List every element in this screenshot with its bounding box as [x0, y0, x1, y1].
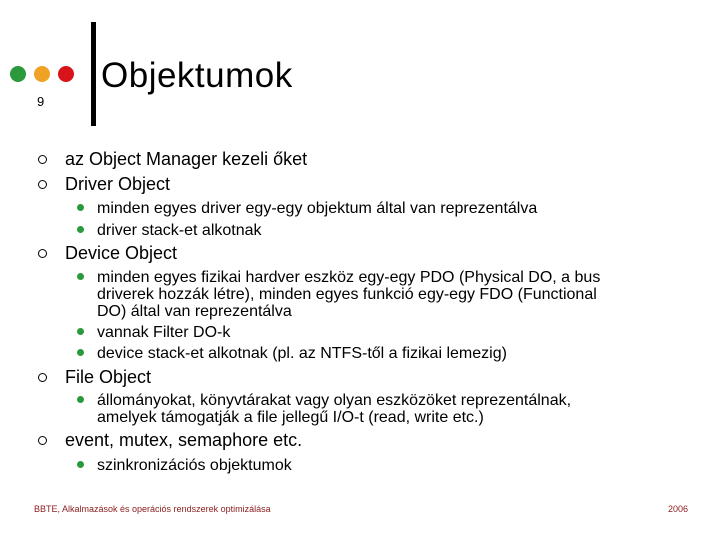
ring-bullet-icon — [38, 436, 47, 445]
sub-list-item — [0, 345, 720, 362]
sub-item-text: minden egyes fizikai hardver eszköz egy-egy PDO (Physical DO, a bus driverek hozzák létre), minden egyes funkció egy-egy FDO (Functional DO) által van reprezentálva — [97, 269, 601, 320]
sub-list-item — [0, 324, 720, 341]
list-item — [0, 148, 720, 171]
list-item — [0, 366, 720, 389]
list-item — [0, 429, 720, 452]
footer-course-title: BBTE, Alkalmazások és operációs rendszerek optimizálása — [34, 504, 271, 514]
sub-item-text: állományokat, könyvtárakat vagy olyan eszközöket reprezentálnak, amelyek támogatják a file jellegű I/O-t (read, write etc.) — [97, 392, 572, 426]
ring-bullet-icon — [38, 373, 47, 382]
sub-list-item — [0, 457, 720, 474]
slide-number: 9 — [37, 94, 45, 109]
sub-list-item — [0, 269, 720, 320]
red-dot-icon — [58, 66, 74, 82]
green-bullet-icon — [77, 349, 84, 356]
sub-list-item — [0, 222, 720, 239]
sub-list-item — [0, 392, 720, 426]
sub-item-text: vannak Filter DO-k — [97, 324, 231, 341]
sub-item-text: driver stack-et alkotnak — [97, 222, 262, 239]
orange-dot-icon — [34, 66, 50, 82]
sub-item-text: szinkronizációs objektumok — [97, 457, 292, 474]
sub-list-item — [0, 200, 720, 217]
item-text: Driver Object — [65, 174, 171, 194]
item-text: File Object — [65, 367, 152, 387]
green-bullet-icon — [77, 273, 84, 280]
footer-year: 2006 — [668, 504, 689, 514]
list-item — [0, 242, 720, 265]
item-text: az Object Manager kezeli őket — [65, 149, 308, 169]
bullet-list — [0, 148, 720, 474]
list-item — [0, 173, 720, 196]
item-text: Device Object — [65, 243, 178, 263]
sub-item-text: device stack-et alkotnak (pl. az NTFS-től a fizikai lemezig) — [97, 345, 507, 362]
ring-bullet-icon — [38, 155, 47, 164]
item-text: event, mutex, semaphore etc. — [65, 430, 303, 450]
sub-item-text: minden egyes driver egy-egy objektum által van reprezentálva — [97, 200, 538, 217]
green-dot-icon — [10, 66, 26, 82]
green-bullet-icon — [77, 204, 84, 211]
green-bullet-icon — [77, 461, 84, 468]
green-bullet-icon — [77, 226, 84, 233]
ring-bullet-icon — [38, 249, 47, 258]
slide-title: Objektumok — [101, 56, 293, 95]
green-bullet-icon — [77, 396, 84, 403]
title-divider — [91, 22, 96, 126]
ring-bullet-icon — [38, 180, 47, 189]
green-bullet-icon — [77, 328, 84, 335]
